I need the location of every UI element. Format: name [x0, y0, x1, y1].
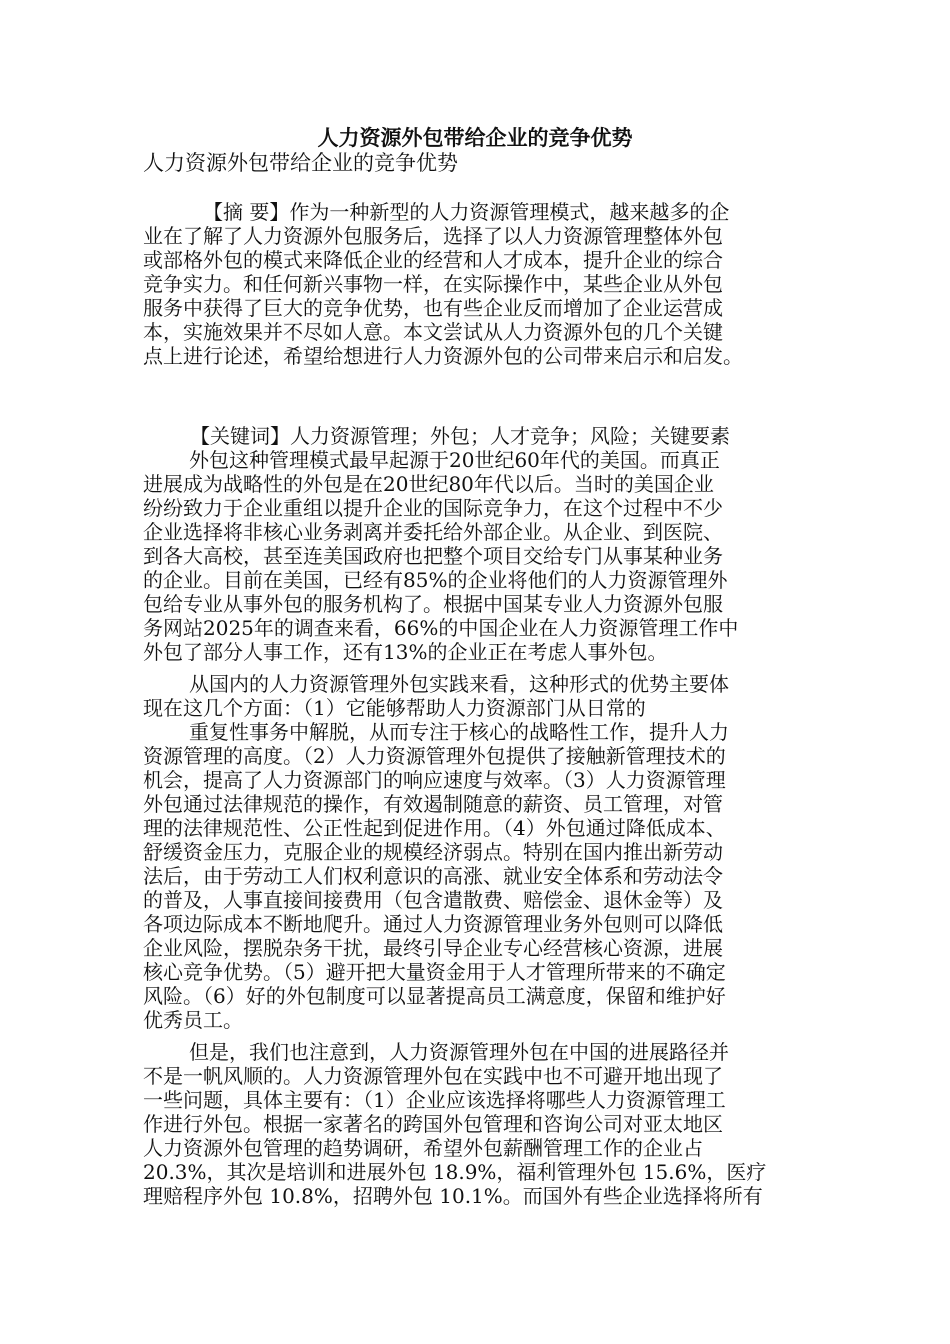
abstract-line: 本，实施效果并不尽如人意。本文尝试从人力资源外包的几个关键 [143, 320, 723, 344]
paragraph-line: 一些问题，具体主要有：（1）企业应该选择将哪些人力资源管理工 [143, 1088, 726, 1112]
paragraph-line: 核心竞争优势。（5）避开把大量资金用于人才管理所带来的不确定 [143, 960, 726, 984]
paragraph-line: 不是一帆风顺的。人力资源管理外包在实践中也不可避开地出现了 [143, 1064, 723, 1088]
paragraph-line: 外包通过法律规范的操作，有效遏制随意的薪资、员工管理，对管 [143, 792, 723, 816]
paragraph-line: 纷纷致力于企业重组以提升企业的国际竞争力，在这个过程中不少 [143, 496, 723, 520]
abstract-line: 或部格外包的模式来降低企业的经营和人才成本，提升企业的综合 [143, 248, 723, 272]
paragraph-line: 风险。（6）好的外包制度可以显著提高员工满意度，保留和维护好 [143, 984, 726, 1008]
paragraph-line: 企业选择将非核心业务剥离并委托给外部企业。从企业、到医院、 [143, 520, 723, 544]
abstract-line: 点上进行论述，希望给想进行人力资源外包的公司带来启示和启发。 [143, 344, 743, 368]
paragraph-line: 重复性事务中解脱，从而专注于核心的战略性工作，提升人力 [189, 720, 729, 744]
paragraph-line: 理的法律规范性、公正性起到促进作用。（4）外包通过降低成本、 [143, 816, 726, 840]
paragraph-line: 机会，提高了人力资源部门的响应速度与效率。（3）人力资源管理 [143, 768, 726, 792]
paragraph-line: 的企业。目前在美国，已经有85%的企业将他们的人力资源管理外 [143, 568, 728, 592]
keywords-line: 【关键词】人力资源管理；外包；人才竞争；风险；关键要素 [190, 424, 730, 448]
paragraph-line: 理赔程序外包 10.8%，招聘外包 10.1%。而国外有些企业选择将所有 [143, 1184, 763, 1208]
paragraph-line: 包给专业从事外包的服务机构了。根据中国某专业人力资源外包服 [143, 592, 723, 616]
paragraph-line: 资源管理的高度。（2）人力资源管理外包提供了接触新管理技术的 [143, 744, 726, 768]
document-subtitle: 人力资源外包带给企业的竞争优势 [143, 151, 458, 175]
paragraph-line: 务网站2025年的调查来看，66%的中国企业在人力资源管理工作中 [143, 616, 739, 640]
abstract-line: 服务中获得了巨大的竞争优势，也有些企业反而增加了企业运营成 [143, 296, 723, 320]
paragraph-line: 外包了部分人事工作，还有13%的企业正在考虑人事外包。 [143, 640, 668, 664]
paragraph-line: 的普及，人事直接间接费用（包含遣散费、赔偿金、退休金等）及 [143, 888, 723, 912]
paragraph-line: 但是，我们也注意到，人力资源管理外包在中国的进展路径并 [189, 1040, 729, 1064]
paragraph-line: 现在这几个方面：（1）它能够帮助人力资源部门从日常的 [143, 696, 646, 720]
paragraph-line: 人力资源外包管理的趋势调研，希望外包薪酬管理工作的企业占 [143, 1136, 703, 1160]
paragraph-line: 各项边际成本不断地爬升。通过人力资源管理业务外包则可以降低 [143, 912, 723, 936]
paragraph-line: 外包这种管理模式最早起源于20世纪60年代的美国。而真正 [189, 448, 720, 472]
abstract-line: 【摘 要】作为一种新型的人力资源管理模式，越来越多的企 [203, 200, 730, 224]
paragraph-line: 舒缓资金压力，克服企业的规模经济弱点。特别在国内推出新劳动 [143, 840, 723, 864]
paragraph-line: 企业风险，摆脱杂务干扰，最终引导企业专心经营核心资源，进展 [143, 936, 723, 960]
abstract-line: 业在了解了人力资源外包服务后，选择了以人力资源管理整体外包 [143, 224, 723, 248]
document-title: 人力资源外包带给企业的竞争优势 [317, 125, 633, 150]
paragraph-line: 法后，由于劳动工人们权利意识的高涨、就业安全体系和劳动法令 [143, 864, 723, 888]
paragraph-line: 进展成为战略性的外包是在20世纪80年代以后。当时的美国企业 [143, 472, 714, 496]
paragraph-line: 到各大高校，甚至连美国政府也把整个项目交给专门从事某种业务 [143, 544, 723, 568]
paragraph-line: 优秀员工。 [143, 1008, 243, 1032]
paragraph-line: 作进行外包。根据一家著名的跨国外包管理和咨询公司对亚太地区 [143, 1112, 723, 1136]
abstract-line: 竞争实力。和任何新兴事物一样，在实际操作中，某些企业从外包 [143, 272, 723, 296]
paragraph-line: 从国内的人力资源管理外包实践来看，这种形式的优势主要体 [189, 672, 729, 696]
paragraph-line: 20.3%，其次是培训和进展外包 18.9%，福利管理外包 15.6%，医疗 [143, 1160, 767, 1184]
